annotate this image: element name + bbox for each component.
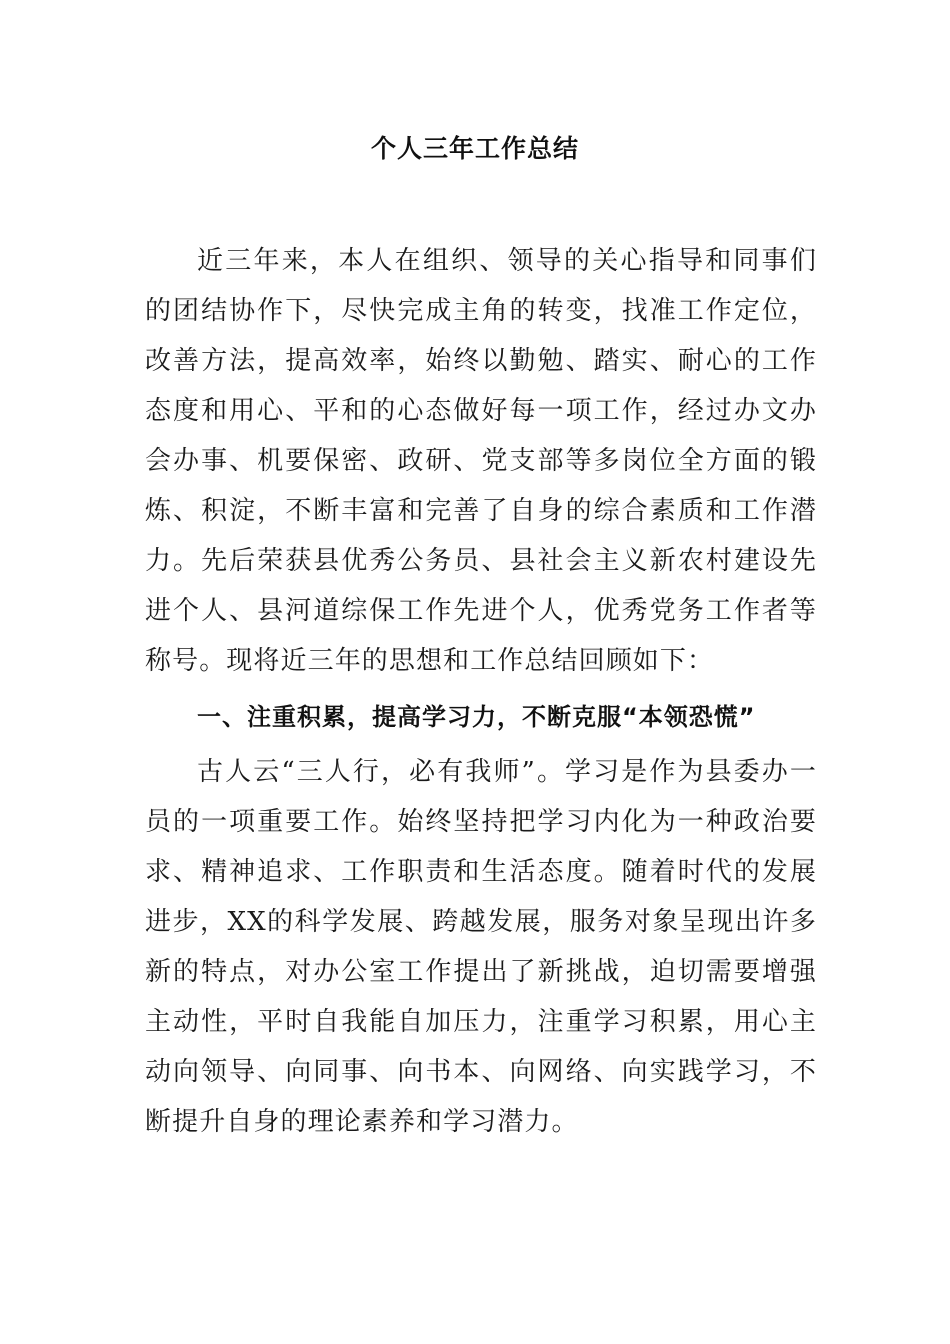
document-title: 个人三年工作总结 <box>370 134 579 163</box>
intro-paragraph-block <box>145 236 817 686</box>
section-heading-1: 一、注重积累，提高学习力，不断克服“本领恐慌” <box>197 703 756 731</box>
section-1-paragraph-block <box>145 747 817 1147</box>
section-1-paragraph: 古人云“三人行，必有我师”。学习是作为县委办一员的一项重要工作。始终坚持把学习内化为一种政治要求、精神追求、工作职责和生活态度。随着时代的发展进步，XX的科学发展、跨越发展，服务对象呈现出许多新的特点，对办公室工作提出了新挑战，迫切需要增强主动性，平时自我能自加压力，注重学习积累，用心主动向领导、向同事、向书本、向网络、向实践学习，不断提升自身的理论素养和学习潜力。 <box>145 757 817 1137</box>
intro-paragraph: 近三年来，本人在组织、领导的关心指导和同事们的团结协作下，尽快完成主角的转变，找准工作定位，改善方法，提高效率，始终以勤勉、踏实、耐心的工作态度和用心、平和的心态做好每一项工作，经过办文办会办事、机要保密、政研、党支部等多岗位全方面的锻炼、积淀，不断丰富和完善了自身的综合素质和工作潜力。先后荣获县优秀公务员、县社会主义新农村建设先进个人、县河道综保工作先进个人，优秀党务工作者等称号。现将近三年的思想和工作总结回顾如下： <box>145 246 817 676</box>
